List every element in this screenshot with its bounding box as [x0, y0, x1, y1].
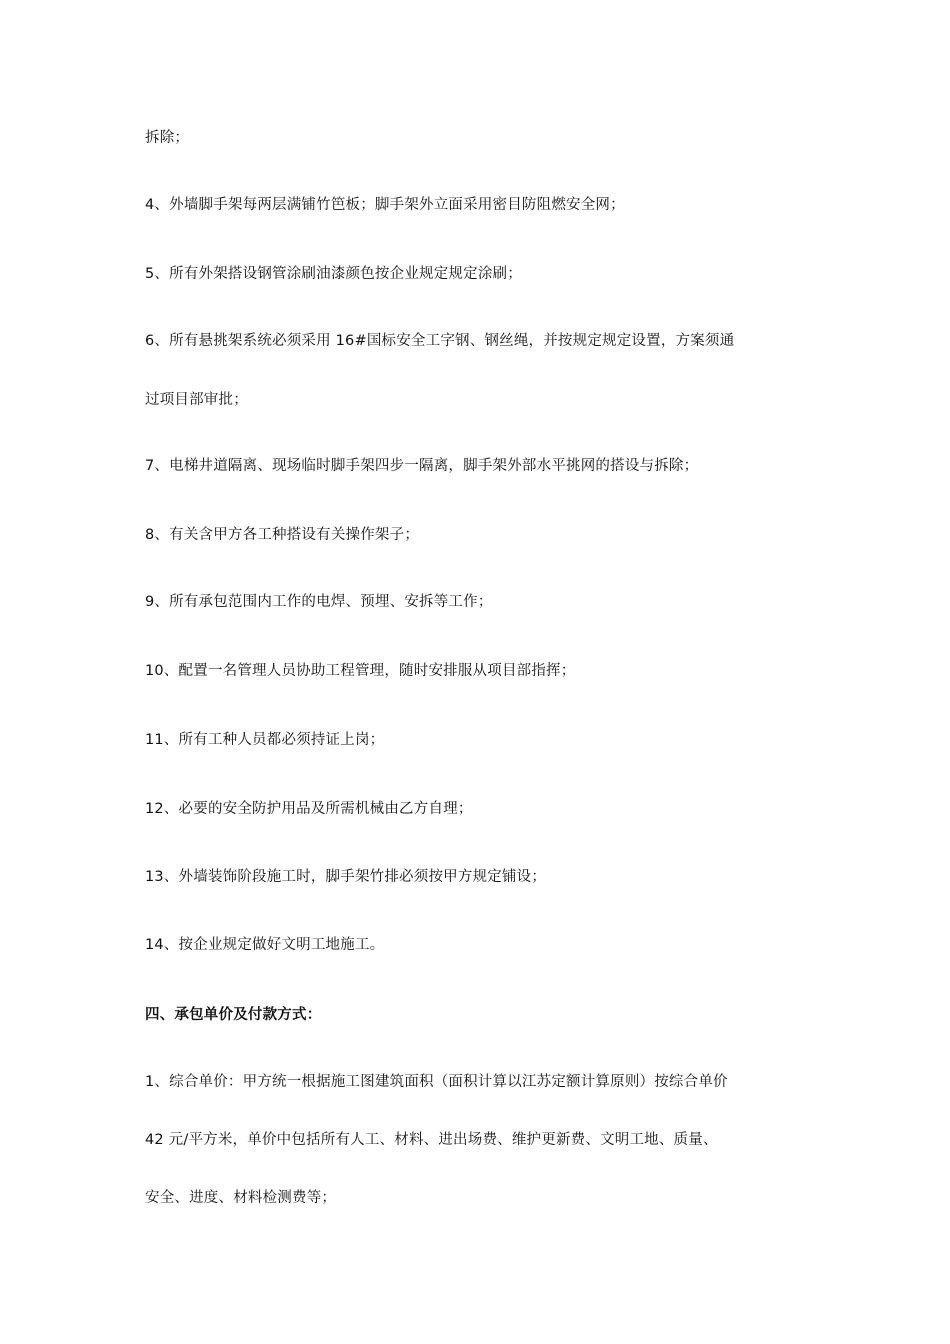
- list-item-7: 7、电梯井道隔离、现场临时脚手架四步一隔离，脚手架外部水平挑网的搭设与拆除；: [145, 458, 699, 474]
- list-item-10: 10、配置一名管理人员协助工程管理，随时安排服从项目部指挥；: [145, 663, 576, 679]
- list-item-6: 6、所有悬挑架系统必须采用 16#国标安全工字钢、钢丝绳，并按规定规定设置，方案须通: [145, 333, 735, 349]
- price-item-1-continuation-2: 安全、进度、材料检测费等；: [145, 1190, 337, 1206]
- list-item-5: 5、所有外架搭设钢管涂刷油漆颜色按企业规定规定涂刷；: [145, 266, 522, 282]
- list-item-11: 11、所有工种人员都必须持证上岗；: [145, 732, 385, 748]
- price-item-1: 1、综合单价：甲方统一根据施工图建筑面积（面积计算以江苏定额计算原则）按综合单价: [145, 1074, 728, 1090]
- list-item-6-continuation: 过项目部审批；: [145, 392, 248, 408]
- list-item-14: 14、按企业规定做好文明工地施工。: [145, 937, 385, 953]
- list-item-12: 12、必要的安全防护用品及所需机械由乙方自理；: [145, 801, 473, 817]
- text-line-continuation: 拆除；: [145, 130, 190, 146]
- price-item-1-continuation: 42 元/平方米，单价中包括所有人工、材料、进出场费、维护更新费、文明工地、质量、: [145, 1132, 718, 1148]
- list-item-8: 8、有关含甲方各工种搭设有关操作架子；: [145, 527, 420, 543]
- list-item-4: 4、外墙脚手架每两层满铺竹笆板；脚手架外立面采用密目防阻燃安全网；: [145, 197, 625, 213]
- section-heading: 四、承包单价及付款方式：: [145, 1007, 322, 1023]
- list-item-9: 9、所有承包范围内工作的电焊、预埋、安拆等工作；: [145, 594, 493, 610]
- list-item-13: 13、外墙装饰阶段施工时，脚手架竹排必须按甲方规定铺设；: [145, 869, 547, 885]
